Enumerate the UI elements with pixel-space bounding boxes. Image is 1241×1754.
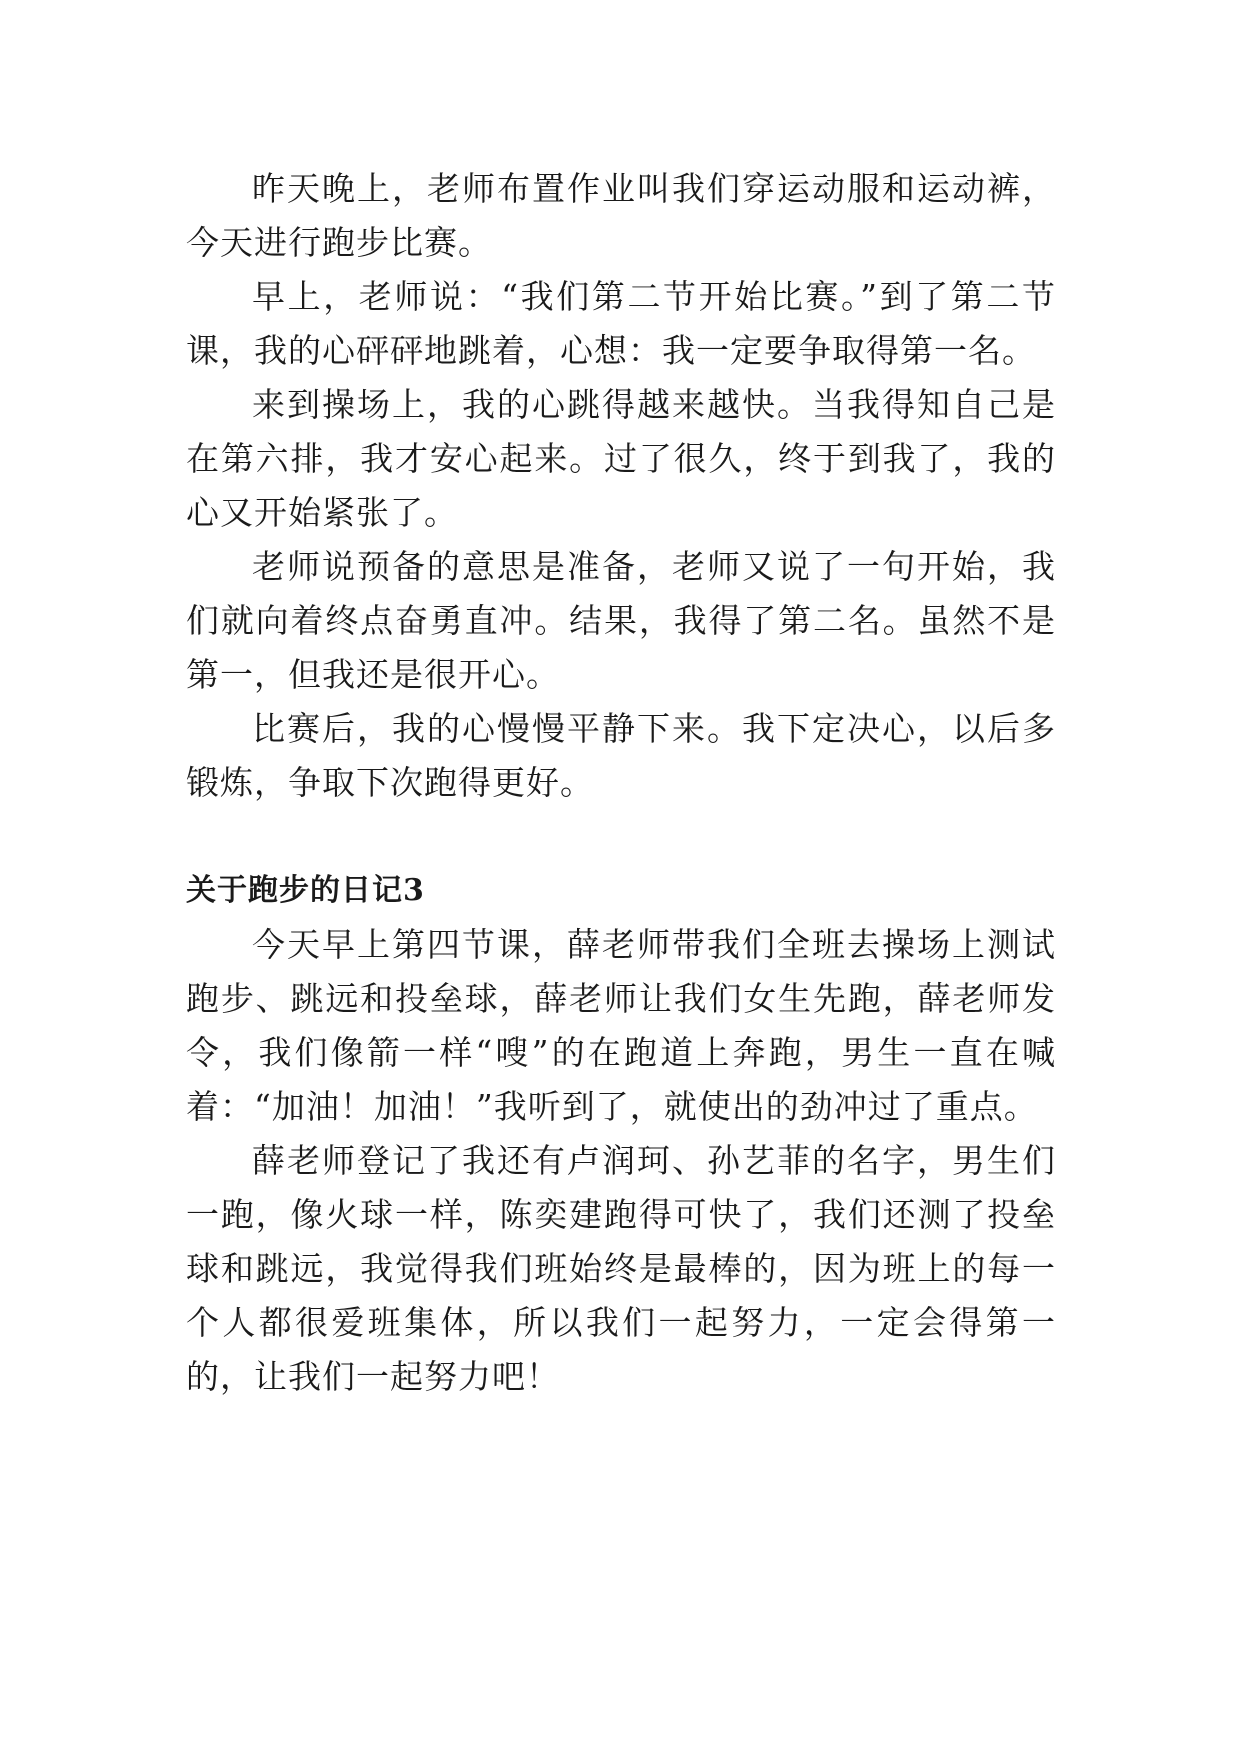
paragraph: 昨天晚上，老师布置作业叫我们穿运动服和运动裤，今天进行跑步比赛。 [186,169,1056,262]
paragraph: 来到操场上，我的心跳得越来越快。当我得知自己是在第六排，我才安心起来。过了很久，终于到我了，我的心又开始紧张了。 [186,385,1056,532]
paragraph: 今天早上第四节课，薛老师带我们全班去操场上测试跑步、跳远和投垒球，薛老师让我们女生先跑，薛老师发令，我们像箭一样“嗖”的在跑道上奔跑，男生一直在喊着：“加油！加油！”我听到了，就使出的劲冲过了重点。 [186,925,1056,1126]
document-body [186,162,1056,1404]
paragraph: 早上，老师说：“我们第二节开始比赛。”到了第二节课，我的心砰砰地跳着，心想：我一定要争取得第一名。 [186,277,1056,370]
section-title: 关于跑步的日记3 [186,873,425,908]
paragraph: 薛老师登记了我还有卢润珂、孙艺菲的名字，男生们一跑，像火球一样，陈奕建跑得可快了，我们还测了投垒球和跳远，我觉得我们班始终是最棒的，因为班上的每一个人都很爱班集体，所以我们一起努力，一定会得第一的，让我们一起努力吧！ [186,1141,1056,1396]
section-spacer [186,810,1056,864]
paragraph: 比赛后，我的心慢慢平静下来。我下定决心，以后多锻炼，争取下次跑得更好。 [186,709,1056,802]
paragraph: 老师说预备的意思是准备，老师又说了一句开始，我们就向着终点奋勇直冲。结果，我得了第二名。虽然不是第一，但我还是很开心。 [186,547,1056,694]
